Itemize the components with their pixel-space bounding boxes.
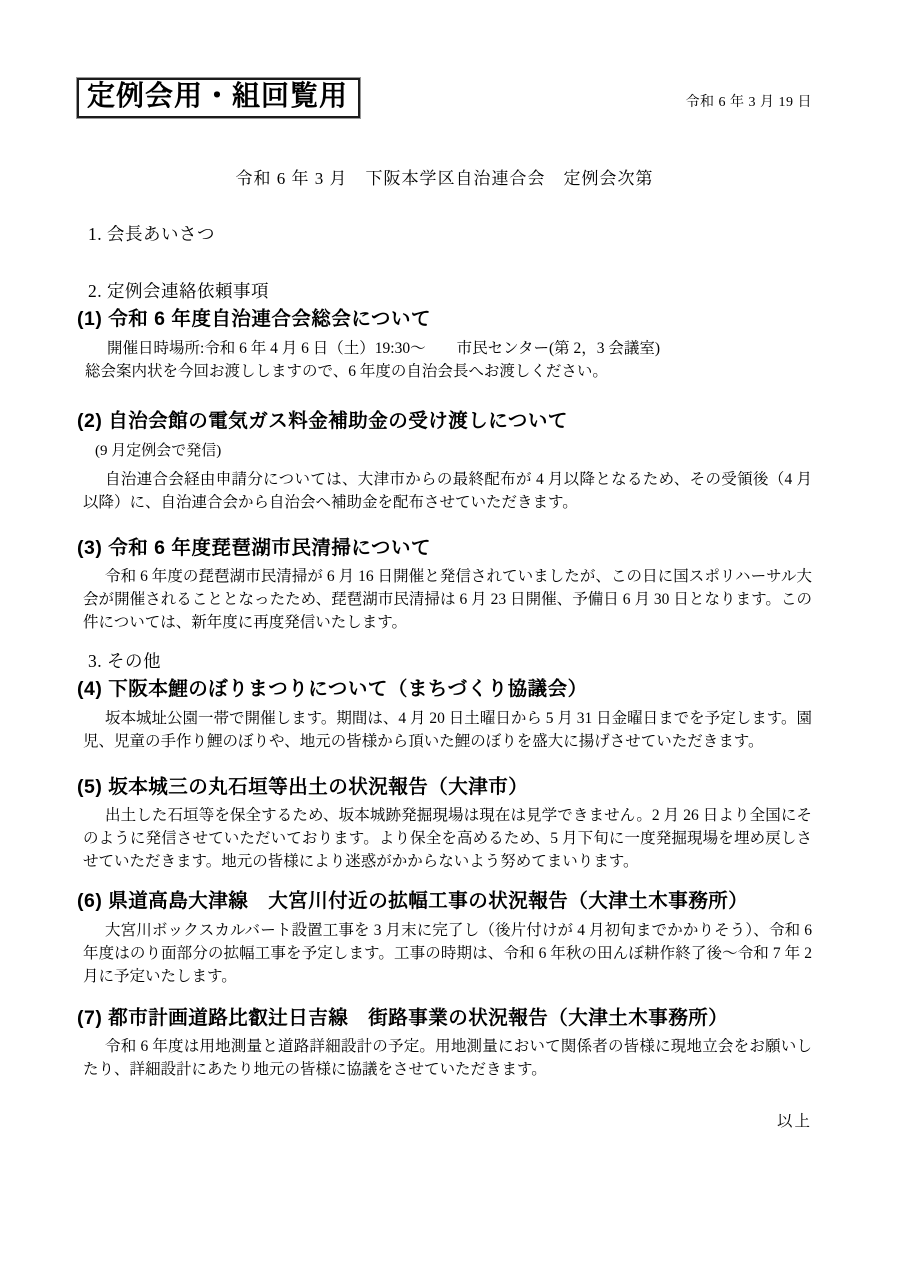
topic-5-heading: (5) 坂本城三の丸石垣等出土の状況報告（大津市） (77, 775, 529, 798)
topic-2-paragraph: 自治連合会経由申請分については、大津市からの最終配布が 4 月以降となるため、その受領後（4 月以降）に、自治連合会から自治会へ補助金を配布させていただきます。 (83, 470, 812, 511)
topic-7-paragraph: 令和 6 年度は用地測量と道路詳細設計の予定。用地測量において関係者の皆様に現地立会をお願いしたり、詳細設計にあたり地元の皆様に協議をさせていただきます。 (83, 1037, 812, 1078)
page-title: 令和 6 年 3 月 下阪本学区自治連合会 定例会次第 (235, 168, 654, 188)
topic-1-schedule-line: 開催日時場所:令和 6 年 4 月 6 日（土）19:30～ 市民センター(第 2，3 会議室) (107, 339, 661, 357)
topic-5-paragraph: 出土した石垣等を保全するため、坂本城跡発掘現場は現在は見学できません。2 月 26 日より全国にそのように発信させていただいております。より保全を高めるため、5 月下旬に一度発掘現場を埋め戻しさせていただきます。地元の皆様により迷惑がかからないよう努めてまいります。 (83, 806, 812, 870)
topic-3-heading: (3) 令和 6 年度琵琶湖市民清掃について (77, 536, 432, 559)
topic-2-heading: (2) 自治会館の電気ガス料金補助金の受け渡しについて (77, 409, 568, 432)
topic-6-heading: (6) 県道高島大津線 大宮川付近の拡幅工事の状況報告（大津土木事務所） (77, 889, 749, 912)
topic-4-heading: (4) 下阪本鯉のぼりまつりについて（まちづくり協議会） (77, 677, 588, 700)
topic-6-paragraph: 大宮川ボックスカルバート設置工事を 3 月末に完了し（後片付けが 4 月初旬までかかりそう）、令和 6 年度はのり面部分の拡幅工事を予定します。工事の時期は、令和 6 年秋の田んぼ耕作終了後～令和 7 年 2 月に予定いたします。 (83, 921, 812, 985)
topic-1-note-line: 総会案内状を今回お渡ししますので、6 年度の自治会長へお渡しください。 (85, 362, 608, 380)
closing-mark: 以上 (776, 1112, 812, 1130)
agenda-item-2: 2. 定例会連絡依頼事項 (88, 280, 269, 301)
circulation-stamp: 定例会用・組回覧用 (77, 78, 360, 118)
document-header (77, 78, 812, 118)
topic-3-paragraph: 令和 6 年度の琵琶湖市民清掃が 6 月 16 日開催と発信されていましたが、この日に国スポリハーサル大会が開催されることとなったため、琵琶湖市民清掃は 6 月 23 日開催、予備日 6 月 30 日となります。この件については、新年度に再度発信いたします。 (83, 567, 812, 631)
issue-date: 令和 6 年 3 月 19 日 (685, 94, 812, 110)
agenda-item-3: 3. その他 (88, 650, 161, 671)
topic-4-paragraph: 坂本城址公園一帯で開催します。期間は、4 月 20 日土曜日から 5 月 31 日金曜日までを予定します。園児、児童の手作り鯉のぼりや、地元の皆様から頂いた鯉のぼりを盛大に揚げさせていただきます。 (83, 709, 812, 750)
agenda-item-1: 1. 会長あいさつ (88, 223, 215, 244)
topic-1-heading: (1) 令和 6 年度自治連合会総会について (77, 307, 432, 330)
topic-2-note: (9 月定例会で発信) (95, 442, 222, 459)
topic-7-heading: (7) 都市計画道路比叡辻日吉線 街路事業の状況報告（大津土木事務所） (77, 1006, 729, 1029)
